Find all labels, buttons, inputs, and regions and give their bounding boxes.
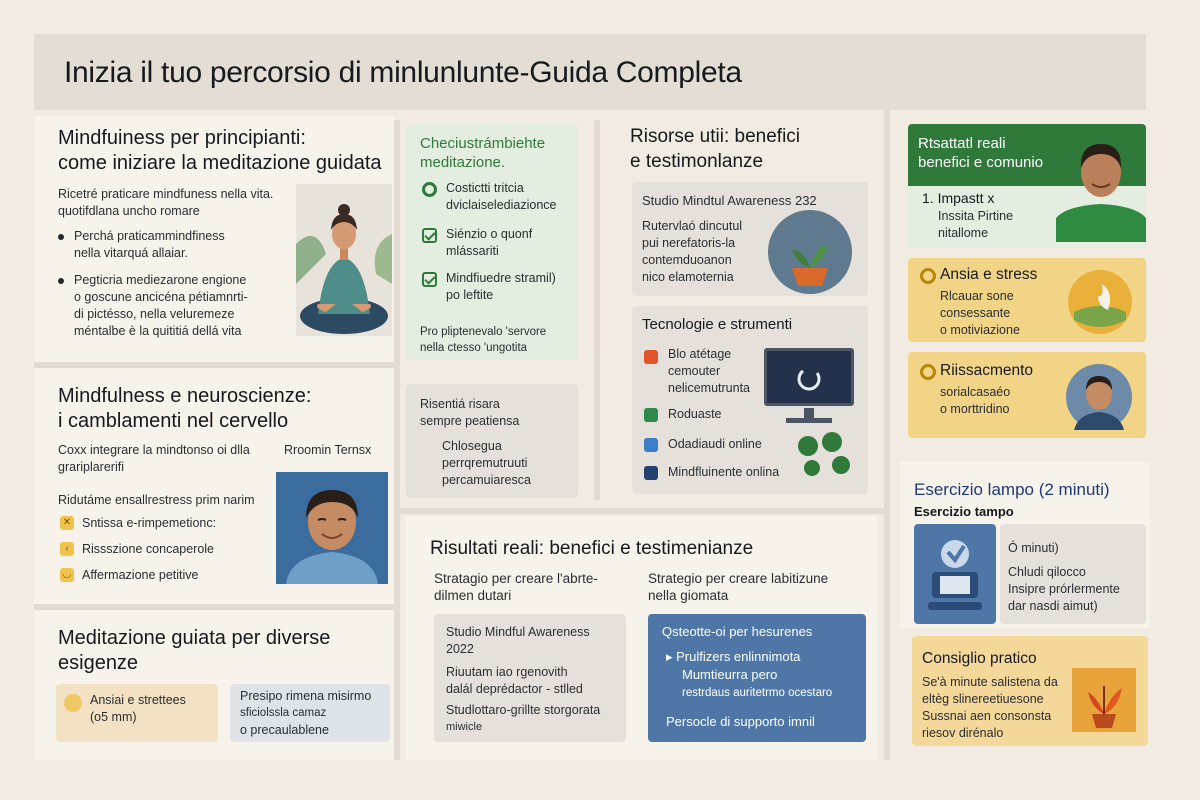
results-section — [406, 516, 878, 760]
results-col1: Stratagio per creare l'abrte- dilmen dutari — [434, 571, 598, 603]
checklist-footer: Pro pliptenevalo 'servore nella ctesso 'ungotita — [420, 326, 547, 354]
tech-item[interactable]: Mindfluinente onlina — [668, 465, 780, 479]
circle-icon — [920, 268, 936, 284]
divider — [394, 120, 400, 760]
support-card — [648, 614, 866, 742]
monitor-icon — [764, 348, 854, 406]
sun-icon — [64, 694, 82, 712]
exercise-section — [900, 462, 1150, 628]
results-green-card — [908, 124, 1146, 248]
checklist-item: Mindfiuedre stramil) po leftite — [446, 271, 556, 302]
card-text: Rlcauar sone consessante o motiviazione — [940, 289, 1020, 337]
circle-icon — [920, 364, 936, 380]
divider — [594, 120, 600, 500]
portrait-photo — [276, 472, 388, 584]
podcast-icon — [644, 408, 658, 422]
anxiety-stress-card — [908, 258, 1146, 342]
checklist-item: Costictti tritcia dviclaiselediazionce — [446, 181, 557, 212]
tech-item[interactable]: Blo atétage cemouter nelicemutrunta — [668, 347, 750, 395]
card-text: Ansiai e strettees (o5 mm) — [90, 693, 186, 724]
neuro-paragraph: Coxx integrare la mindtonso oi dlla grariplarerifi — [58, 443, 250, 474]
page-title: Inizia il tuo percorsio di minlunlunte-Guida Completa — [64, 56, 742, 89]
resources-title: Risorse utii: benefici e testimonlanze — [630, 126, 801, 172]
exercise-illustration — [914, 524, 996, 624]
exercise-subtitle: Esercizio tampo — [914, 504, 1014, 519]
plant-icon — [768, 210, 852, 294]
portrait-avatar — [1066, 364, 1132, 430]
guided-section — [34, 610, 394, 760]
community-icon — [798, 436, 818, 456]
list-item: Rissszione concaperole — [82, 542, 215, 556]
card-text: Studio Mindful Awareness 2022 — [446, 625, 590, 656]
photo-caption: Rroomin Ternsx — [284, 443, 372, 457]
checkbox-icon[interactable] — [422, 228, 437, 243]
page-header — [34, 34, 1146, 110]
card-text: Studlottaro-grillte storgorata miwicle — [446, 703, 601, 733]
list-item: Affermazione petitive — [82, 568, 199, 582]
tech-card — [632, 306, 868, 494]
card-text: Riuutam iao rgenovith dalál deprédactor - stlled — [446, 665, 583, 696]
reminder-text-2: Chlosegua perrqremutruuti percamuiaresca — [442, 439, 531, 487]
list-item: Sntissa e-rimpemetionc: — [82, 516, 217, 530]
results-col2: Strategio per creare labitizune nella giomata — [648, 571, 829, 603]
neuro-paragraph-2: Ridutáme ensallrestress prim narim — [58, 493, 255, 507]
impact-title: 1. Impastt x — [922, 190, 995, 206]
study-text: Rutervlaó dincutul pui nerefatoris-la contemduoanon nico elamoternia — [642, 219, 743, 284]
arrow-icon: ‹ — [60, 542, 74, 556]
card-title: Rtsattatl reali benefici e comunio — [918, 135, 1044, 171]
card-text: sorialcasaéo o morttridino — [940, 385, 1011, 416]
exercise-text: Chludi qilocco Insipre prórlermente dar nasdi aimut) — [1008, 565, 1120, 613]
study-card — [632, 182, 868, 296]
tip-card — [912, 636, 1148, 746]
tech-item[interactable]: Roduaste — [668, 407, 722, 421]
card-title: Riissacmento — [940, 362, 1034, 379]
card-text: Persocle di supporto imnil — [666, 714, 815, 729]
star-icon: ✕ — [60, 516, 74, 530]
intro-bullet: Perchá praticammindfiness nella vitarquá allaiar. — [58, 228, 298, 262]
guided-title: Meditazione guiata per diverse esigenze — [58, 627, 331, 674]
audio-icon — [644, 438, 658, 452]
blog-icon — [644, 350, 658, 364]
relaxation-card — [908, 352, 1146, 438]
portrait-man — [1056, 132, 1146, 242]
intro-paragraph: Ricetré praticare mindfuness nella vita. quotifdlana uncho romare — [58, 187, 274, 218]
intro-title: Mindfuiness per principianti: come iniziare la meditazione guidata — [58, 127, 382, 174]
checklist-card — [406, 124, 578, 360]
reminder-card — [406, 384, 578, 498]
circle-check-icon[interactable] — [422, 182, 437, 197]
impact-text: Inssita Pirtine nitallome — [938, 209, 1014, 240]
card-text: ▸ Prulfizers enlinnimota Mumtieurra pero restrdaus auritetrmo ocestaro — [666, 649, 833, 699]
app-icon — [644, 466, 658, 480]
tip-title: Consiglio pratico — [922, 650, 1037, 667]
neuro-title: Mindfulness e neuroscienze: i camblamenti nel cervello — [58, 385, 312, 432]
checklist-item: Siénzio o quonf mlássariti — [446, 227, 533, 258]
exercise-title: Esercizio lampo (2 minuti) — [914, 480, 1110, 499]
exercise-duration: Ó minuti) — [1008, 541, 1059, 555]
divider — [400, 508, 884, 514]
meditation-illustration — [296, 184, 392, 336]
intro-section — [34, 116, 394, 362]
tech-item[interactable]: Odadiaudi online — [668, 437, 762, 451]
plant-icon — [1072, 668, 1136, 732]
tech-title: Tecnologie e strumenti — [642, 316, 793, 333]
study-result-card — [434, 614, 626, 742]
study-title: Studio Mindtul Awareness 232 — [642, 193, 817, 208]
card-text: Presipo rimena misirmo sficiolssla camaz o precaulablene — [240, 689, 372, 737]
neuro-section — [34, 368, 394, 604]
exercise-card — [1000, 524, 1146, 624]
divider — [884, 110, 890, 760]
checklist-title: Checiustrámbiehte meditazione. — [420, 135, 546, 171]
tip-text: Se'à minute salistena da eltèg slinereetiuesone Sussnai aen consonsta riesov dirénalo — [922, 675, 1058, 740]
results-title: Risultati reali: benefici e testimenianze — [430, 538, 754, 559]
anxiety-card[interactable] — [56, 684, 218, 742]
smile-icon: ◡ — [60, 568, 74, 582]
checkbox-icon[interactable] — [422, 272, 437, 287]
card-title: Qsteotte-oi per hesurenes — [662, 624, 813, 639]
leaf-icon — [1068, 270, 1132, 334]
reminder-text: Risentiá risara sempre peatiensa — [420, 397, 520, 428]
sleep-card[interactable] — [230, 684, 390, 742]
intro-bullet: Pegticria mediezarone engione o goscune ancicéna pétiamnrti- di pictésso, nella veluremeze méntalbe è la quititiá dellá vita — [58, 272, 298, 340]
card-title: Ansia e stress — [940, 266, 1038, 283]
